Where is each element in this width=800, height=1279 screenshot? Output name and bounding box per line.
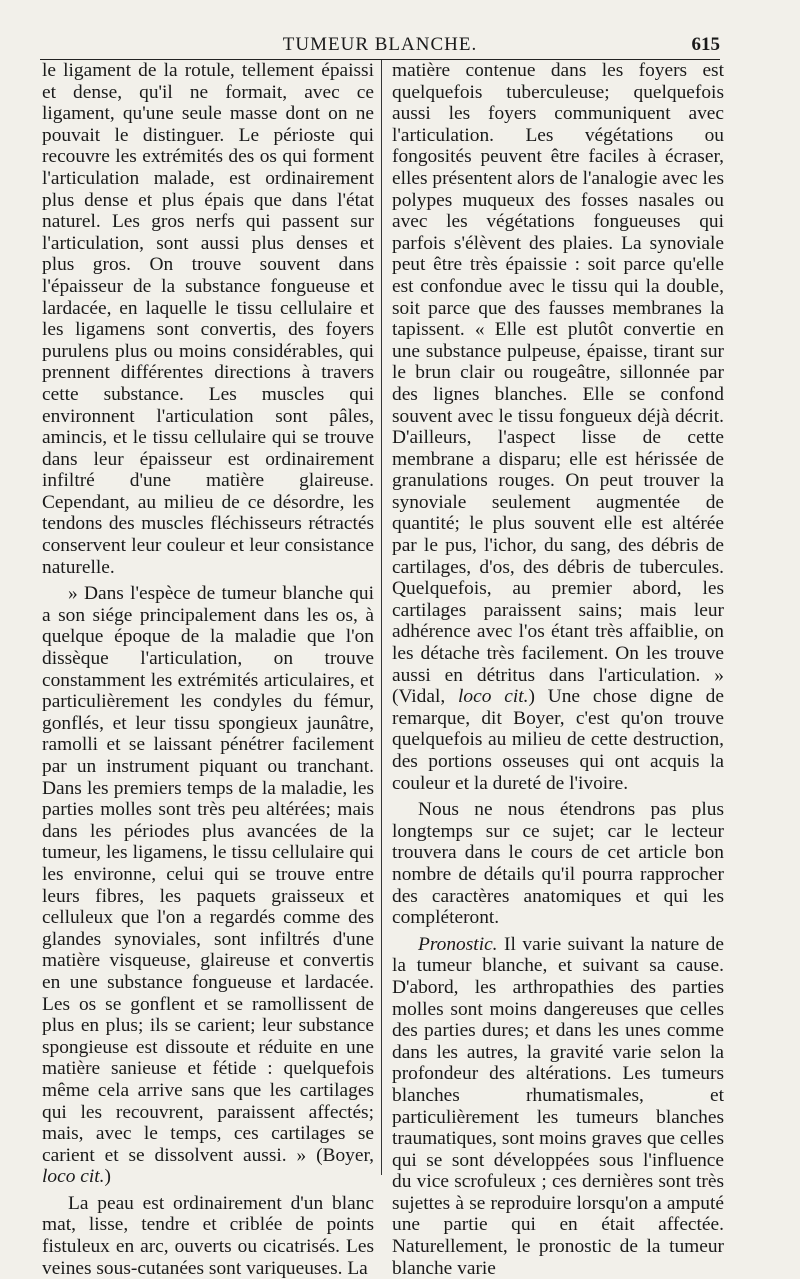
paragraph-text: ) Une chose digne de remarque, dit Boyer, c'est qu'on trouve quelquefois au milieu de cette destruction, des portions osseuses qui ont acquis la couleur et la dureté de l'ivoire.: [392, 686, 724, 794]
paragraph: [42, 583, 374, 1188]
citation-reference: loco cit.: [458, 686, 529, 708]
citation-reference: loco cit.: [42, 1166, 105, 1188]
page-number: 615: [691, 34, 720, 55]
page-header: [40, 30, 720, 60]
paragraph-text: » Dans l'espèce de tumeur blanche qui a son siége principalement dans les os, à quelque époque de la maladie que l'on dissèque l'articulation, on trouve constamment les extrémités articulaires, et particulièrement les condyles du fémur, gonflés, et leur tissu spongieux jaunâtre, ramolli et se laissant pénétrer facilement par un instrument piquant ou tranchant. Dans les premiers temps de la maladie, les parties molles sont très peu altérées; mais dans les périodes plus avancées de la tumeur, les ligamens, le tissu cellulaire qui les environne, celui qui se trouve entre leurs fibres, les paquets graisseux et celluleux que l'on a regardés comme des glandes synoviales, sont infiltrés d'une matière visqueuse, glaireuse et convertis en une substance fongueuse et lardacée. Les os se gonflent et se ramollissent de plus en plus; ils se carient; leur substance spongieuse est dissoute et réduite en une matière sanieuse et fétide : quelquefois même cela arrive sans que les cartilages qui les recouvrent, paraissent affectés; mais, avec le temps, ces cartilages se carient et se dissolvent aussi. » (Boyer,: [42, 583, 374, 1166]
paragraph: Nous ne nous étendrons pas plus longtemps sur ce sujet; car le lecteur trouvera dans le cours de cet article bon nombre de détails qu'il pourra rapprocher des caractères anatomiques et qui les compléteront.: [392, 799, 724, 929]
paragraph: [392, 934, 724, 1279]
paragraph-text: Il varie suivant la nature de la tumeur blanche, et suivant sa cause. D'abord, les arthropathies des parties molles sont moins dangereuses que celles des parties dures; et dans les unes comme dans les autres, la gravité varie selon la profondeur des altérations. Les tumeurs blanches rhumatismales, et particulièrement les tumeurs blanches traumatiques, sont moins graves que celles qui se sont développées sous l'influence du vice scrofuleux ; ces dernières sont très sujettes à se reproduire lorsqu'on a amputé une partie qui en était affectée. Naturellement, le pronostic de la tumeur blanche varie: [392, 933, 724, 1279]
paragraph-text: ): [104, 1166, 111, 1188]
column-divider: [381, 60, 382, 1175]
paragraph: le ligament de la rotule, tellement épaissi et dense, qu'il ne formait, avec ce ligament, qu'une seule masse dont on ne pouvait le distinguer. Le périoste qui recouvre les extrémités des os qui forment l'articulation malade, est ordinairement plus dense et plus épais que dans l'état naturel. Les gros nerfs qui passent sur l'articulation, sont aussi plus denses et plus gros. On trouve souvent dans l'épaisseur de la substance fongueuse et lardacée, en laquelle le tissu cellulaire et les ligamens sont convertis, des foyers purulens plus ou moins considérables, qui prennent différentes directions à travers cette substance. Les muscles qui environnent l'articulation sont pâles, amincis, et le tissu cellulaire qui se trouve dans leur épaisseur est ordinairement infiltré d'une matière glaireuse. Cependant, au milieu de ce désordre, les tendons des muscles fléchisseurs rétractés conservent leur couleur et leur consistance naturelle.: [42, 60, 374, 578]
paragraph: [392, 60, 724, 794]
section-label: Pronostic.: [418, 933, 498, 955]
right-column: [392, 60, 724, 1279]
paragraph: La peau est ordinairement d'un blanc mat, lisse, tendre et criblée de points fistuleux en arc, ouverts ou cicatrisés. Les veines sous-cutanées sont variqueuses. La: [42, 1192, 374, 1279]
running-title: TUMEUR BLANCHE.: [282, 34, 478, 55]
left-column: [42, 60, 374, 1279]
paragraph-text: matière contenue dans les foyers est quelquefois tuberculeuse; quelquefois aussi les foyers communiquent avec l'articulation. Les végétations ou fongosités peuvent être faciles à écraser, elles présentent alors de l'analogie avec les polypes muqueux des fosses nasales ou avec les végétations fongueuses qui parfois s'élèvent des plaies. La synoviale peut être très épaissie : soit parce qu'elle est confondue avec le tissu qui la double, soit parce que des fausses membranes la tapissent. « Elle est plutôt convertie en une substance pulpeuse, épaisse, tirant sur le brun clair ou rougeâtre, sillonnée par des lignes blanches. Elle se confond souvent avec le tissu fongueux déjà décrit. D'ailleurs, l'aspect lisse de cette membrane a disparu; elle est hérissée de granulations rouges. On peut trouver la synoviale seulement augmentée de quantité; le plus souvent elle est altérée par le pus, l'ichor, du sang, des débris de cartilages, d'os, des débris de tubercules. Quelquefois, au premier abord, les cartilages paraissent sains; mais leur adhérence avec l'os étant très affaiblie, on les détache très facilement. On les trouve aussi en détritus dans l'articulation. » (Vidal,: [392, 60, 724, 708]
